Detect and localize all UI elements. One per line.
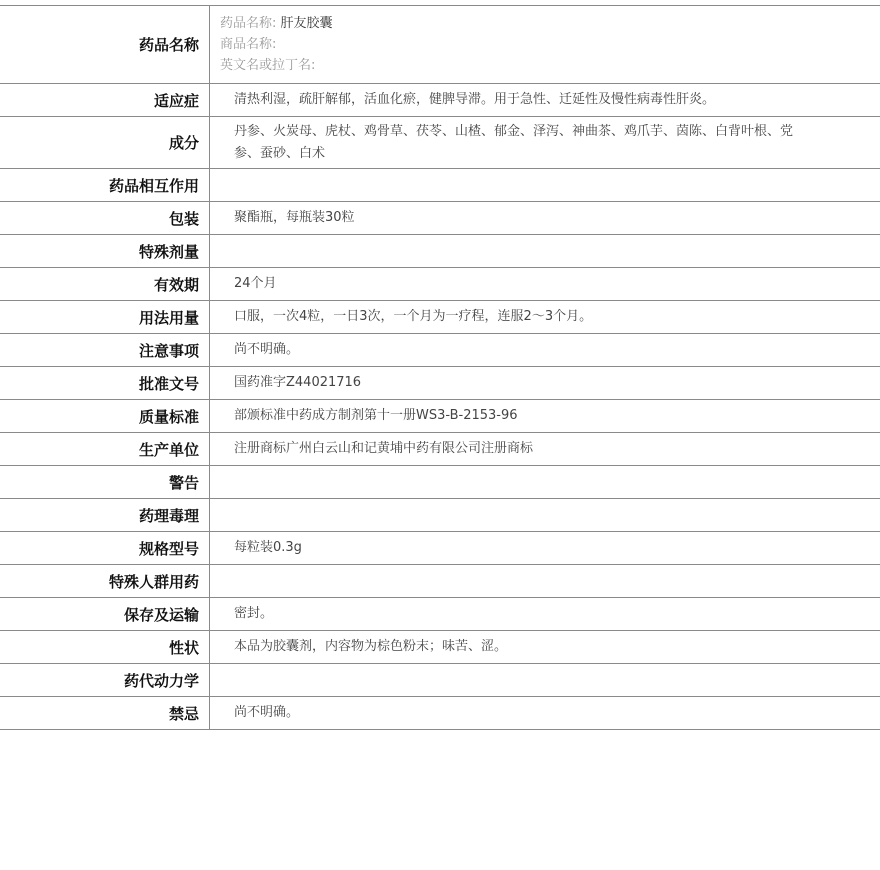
row-value: 本品为胶囊剂，内容物为棕色粉末；味苦、涩。 <box>210 631 880 664</box>
row-label: 保存及运输 <box>0 598 210 631</box>
row-value: 密封。 <box>210 598 880 631</box>
row-label: 特殊人群用药 <box>0 565 210 598</box>
row-label: 质量标准 <box>0 400 210 433</box>
name-block <box>210 13 880 76</box>
row-value: 24个月 <box>210 268 880 301</box>
row-pharmacology <box>0 499 880 532</box>
row-precautions <box>0 334 880 367</box>
generic-name-key: 药品名称: <box>220 16 277 31</box>
row-label: 禁忌 <box>0 697 210 730</box>
row-manufacturer <box>0 433 880 466</box>
row-value: 每粒装0.3g <box>210 532 880 565</box>
row-label: 性状 <box>0 631 210 664</box>
row-warning <box>0 466 880 499</box>
row-label: 注意事项 <box>0 334 210 367</box>
row-value: 口服，一次4粒，一日3次，一个月为一疗程，连服2～3个月。 <box>210 301 880 334</box>
row-specification <box>0 532 880 565</box>
row-value: 注册商标广州白云山和记黄埔中药有限公司注册商标 <box>210 433 880 466</box>
row-contraindications <box>0 697 880 730</box>
row-value: 部颁标准中药成方制剂第十一册WS3-B-2153-96 <box>210 400 880 433</box>
row-special-dosage <box>0 235 880 268</box>
row-value <box>210 499 880 532</box>
row-storage <box>0 598 880 631</box>
row-value: 清热利湿，疏肝解郁，活血化瘀，健脾导滞。用于急性、迁延性及慢性病毒性肝炎。 <box>210 84 880 117</box>
row-value: 国药准字Z44021716 <box>210 367 880 400</box>
row-label: 有效期 <box>0 268 210 301</box>
row-label: 警告 <box>0 466 210 499</box>
drug-info-table <box>0 5 880 730</box>
row-label: 用法用量 <box>0 301 210 334</box>
row-label: 药品名称 <box>0 6 210 84</box>
row-quality-standard <box>0 400 880 433</box>
name-block-cell <box>210 6 880 84</box>
trade-name-key: 商品名称: <box>220 37 277 52</box>
row-label: 成分 <box>0 117 210 169</box>
row-value: 尚不明确。 <box>210 334 880 367</box>
row-value <box>210 664 880 697</box>
row-value <box>210 169 880 202</box>
generic-name-value: 肝友胶囊 <box>280 16 333 31</box>
trade-name-line <box>220 34 880 55</box>
row-value: 丹参、火炭母、虎杖、鸡骨草、茯苓、山楂、郁金、泽泻、神曲茶、鸡爪芋、茵陈、白背叶根、党参、蚕砂、白术 <box>234 123 794 161</box>
english-name-key: 英文名或拉丁名: <box>220 58 316 73</box>
english-name-line <box>220 55 880 76</box>
row-label: 特殊剂量 <box>0 235 210 268</box>
row-package <box>0 202 880 235</box>
row-shelf-life <box>0 268 880 301</box>
row-label: 规格型号 <box>0 532 210 565</box>
row-special-populations <box>0 565 880 598</box>
generic-name-line <box>220 13 880 34</box>
row-label: 包装 <box>0 202 210 235</box>
row-value: 聚酯瓶，每瓶装30粒 <box>210 202 880 235</box>
row-ingredients <box>0 117 880 169</box>
row-label: 适应症 <box>0 84 210 117</box>
row-approval-number <box>0 367 880 400</box>
row-value <box>210 235 880 268</box>
row-drug-interactions <box>0 169 880 202</box>
row-label: 批准文号 <box>0 367 210 400</box>
row-label: 药理毒理 <box>0 499 210 532</box>
row-indications <box>0 84 880 117</box>
row-label: 药代动力学 <box>0 664 210 697</box>
row-label: 生产单位 <box>0 433 210 466</box>
row-value <box>210 565 880 598</box>
row-dosage <box>0 301 880 334</box>
row-value-cell <box>210 117 880 169</box>
row-drug-name <box>0 6 880 84</box>
row-value: 尚不明确。 <box>210 697 880 730</box>
row-pharmacokinetics <box>0 664 880 697</box>
row-description <box>0 631 880 664</box>
row-value <box>210 466 880 499</box>
row-label: 药品相互作用 <box>0 169 210 202</box>
